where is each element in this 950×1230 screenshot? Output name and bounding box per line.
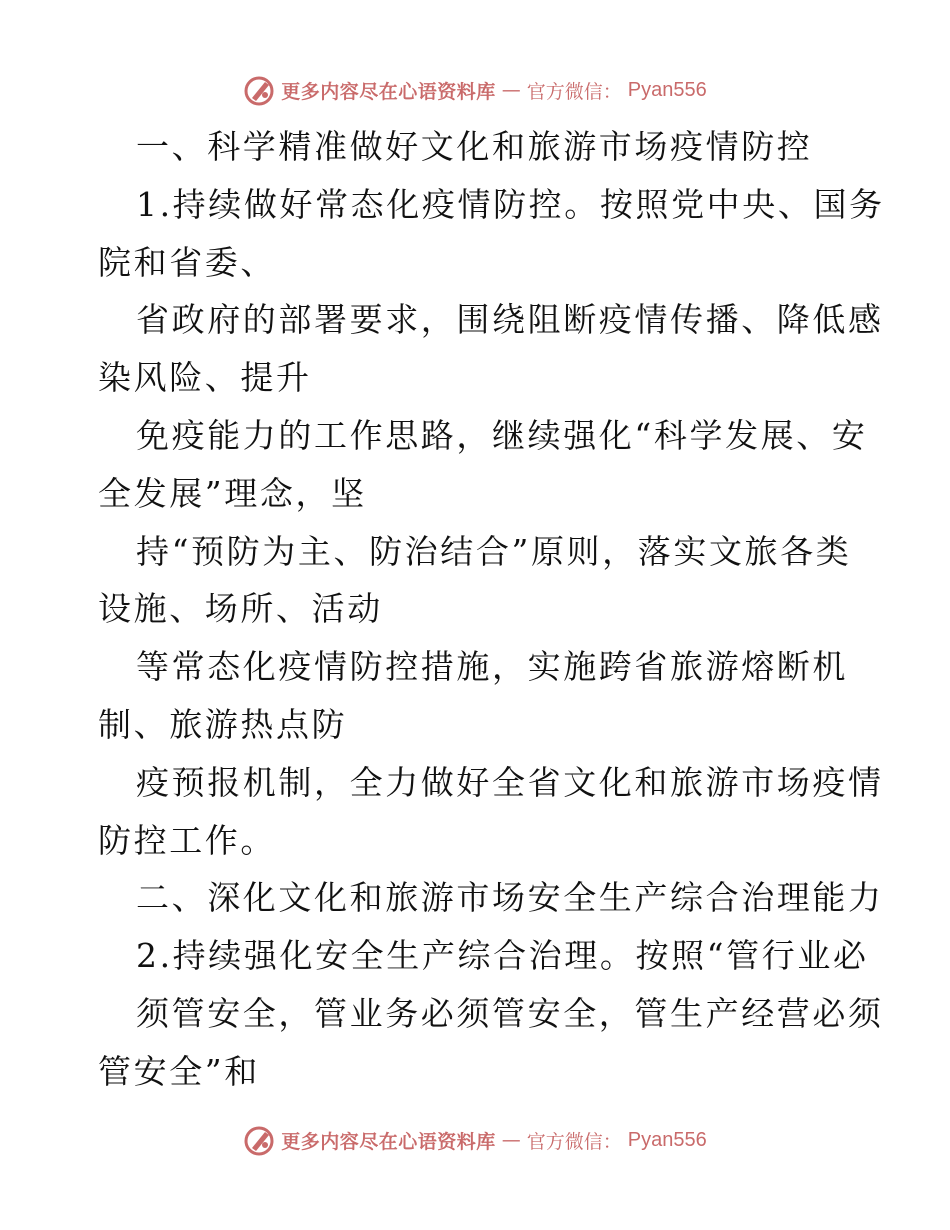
body-line: 二、深化文化和旅游市场安全生产综合治理能力 xyxy=(136,878,884,918)
banner-wechat-label: 官方微信： xyxy=(526,80,622,103)
brand-logo-icon xyxy=(243,1124,275,1156)
body-line: 免疫能力的工作思路，继续强化“科学发展、安 xyxy=(136,415,868,455)
body-line: 全发展”理念，坚 xyxy=(98,473,367,513)
brand-logo-icon xyxy=(243,74,275,106)
body-line: 省政府的部署要求，围绕阻断疫情传播、降低感 xyxy=(136,300,884,340)
body-line: 一、科学精准做好文化和旅游市场疫情防控 xyxy=(136,127,813,166)
banner-separator: — xyxy=(501,1129,521,1151)
banner-wechat-id: Pyan556 xyxy=(627,78,707,101)
body-line: 设施、场所、活动 xyxy=(98,589,383,629)
body-line: 1.持续做好常态化疫情防控。按照党中央、国务 xyxy=(136,184,885,224)
footer-watermark-banner xyxy=(0,1120,950,1160)
body-line: 持“预防为主、防治结合”原则，落实文旅各类 xyxy=(136,531,852,571)
body-line: 染风险、提升 xyxy=(98,358,312,398)
body-line: 等常态化疫情防控措施，实施跨省旅游熔断机 xyxy=(136,647,848,687)
banner-separator: — xyxy=(501,79,521,101)
header-watermark-banner xyxy=(0,70,950,110)
body-line: 管安全”和 xyxy=(98,1051,260,1091)
banner-wechat-id: Pyan556 xyxy=(627,1128,707,1151)
body-line: 院和省委、 xyxy=(98,242,276,282)
body-line: 防控工作。 xyxy=(98,820,276,860)
banner-slogan: 更多内容尽在心语资料库 xyxy=(281,80,496,103)
banner-slogan: 更多内容尽在心语资料库 xyxy=(281,1130,496,1153)
body-line: 2.持续强化安全生产综合治理。按照“管行业必 xyxy=(136,936,869,976)
body-line: 须管安全，管业务必须管安全，管生产经营必须 xyxy=(136,993,884,1033)
document-body xyxy=(98,118,885,1101)
body-line: 疫预报机制，全力做好全省文化和旅游市场疫情 xyxy=(136,762,884,802)
body-line: 制、旅游热点防 xyxy=(98,704,348,744)
banner-wechat-label: 官方微信： xyxy=(526,1130,622,1153)
